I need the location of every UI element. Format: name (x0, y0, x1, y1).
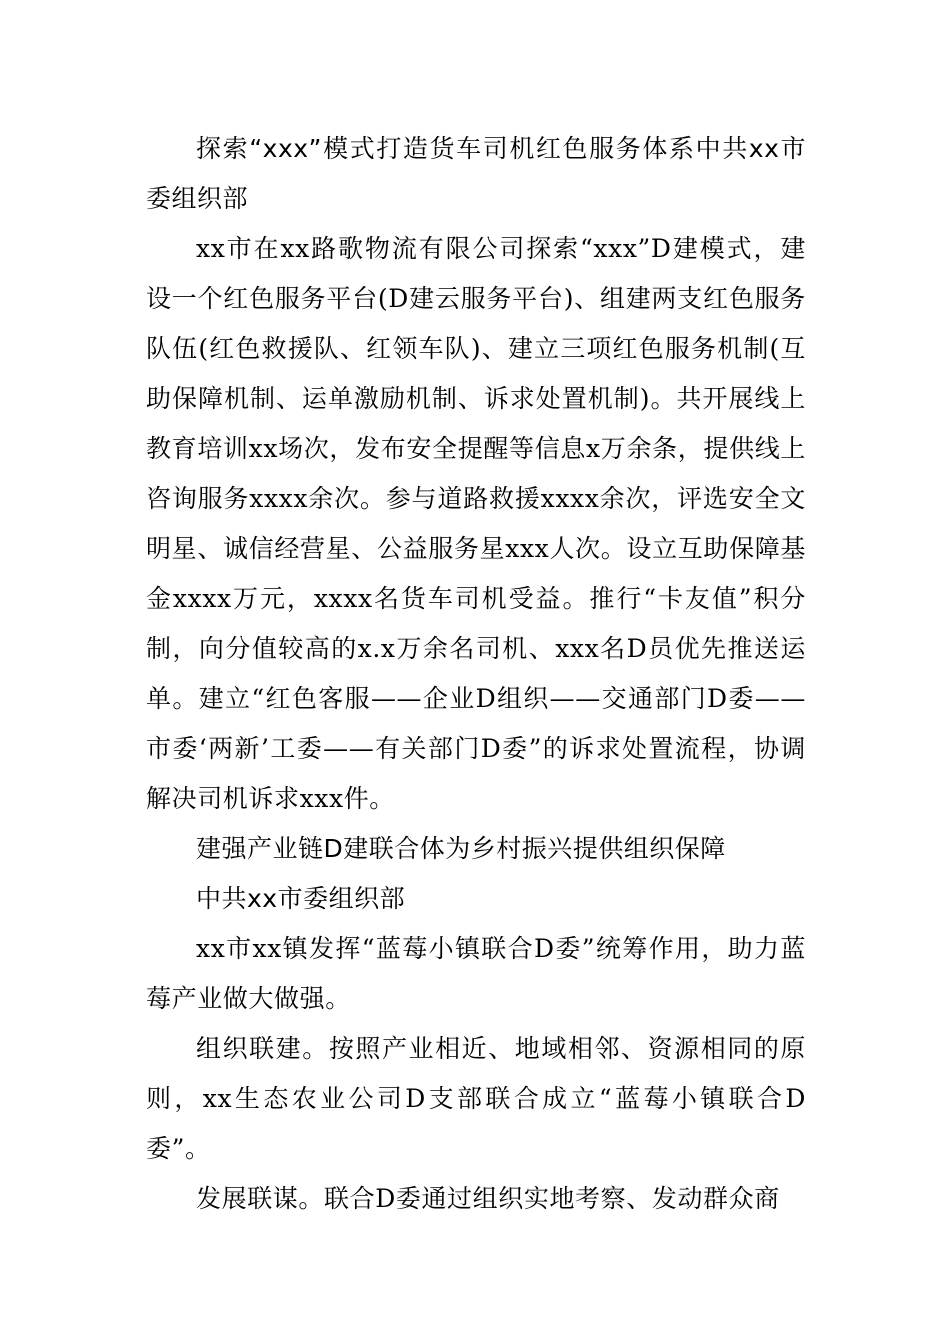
article-title-1: 探索“xxx”模式打造货车司机红色服务体系中共xx市委组织部 (146, 134, 806, 213)
article-body-2-section-2: 发展联谋。联合D委通过组织实地考察、发动群众商 (196, 1184, 780, 1213)
article-body-1: xx市在xx路歌物流有限公司探索“xxx”D建模式，建设一个红色服务平台(D建云服务平台)、组建两支红色服务队伍(红色救援队、红领车队)、建立三项红色服务机制(互助保障机制、运单激励机制、诉求处置机制)。共开展线上教育培训xx场次，发布安全提醒等信息x万余条，提供线上咨询服务xxxx余次。参与道路救援xxxx余次，评选安全文明星、诚信经营星、公益服务星xxx人次。设立互助保障基金xxxx万元，xxxx名货车司机受益。推行“卡友值”积分制，向分值较高的x.x万余名司机、xxx名D员优先推送运单。建立“红色客服——企业D组织——交通部门D委——市委‘两新’工委——有关部门D委”的诉求处置流程，协调解决司机诉求xxx件。 (146, 234, 806, 813)
article-body-2-intro: xx市xx镇发挥“蓝莓小镇联合D委”统筹作用，助力蓝莓产业做大做强。 (146, 934, 806, 1013)
article-title-2: 建强产业链D建联合体为乡村振兴提供组织保障 (196, 834, 726, 863)
article-body-2-section-1: 组织联建。按照产业相近、地域相邻、资源相同的原则，xx生态农业公司D支部联合成立“蓝莓小镇联合D委”。 (146, 1034, 806, 1163)
document-body (146, 124, 806, 1224)
article-author-2: 中共xx市委组织部 (196, 884, 406, 913)
